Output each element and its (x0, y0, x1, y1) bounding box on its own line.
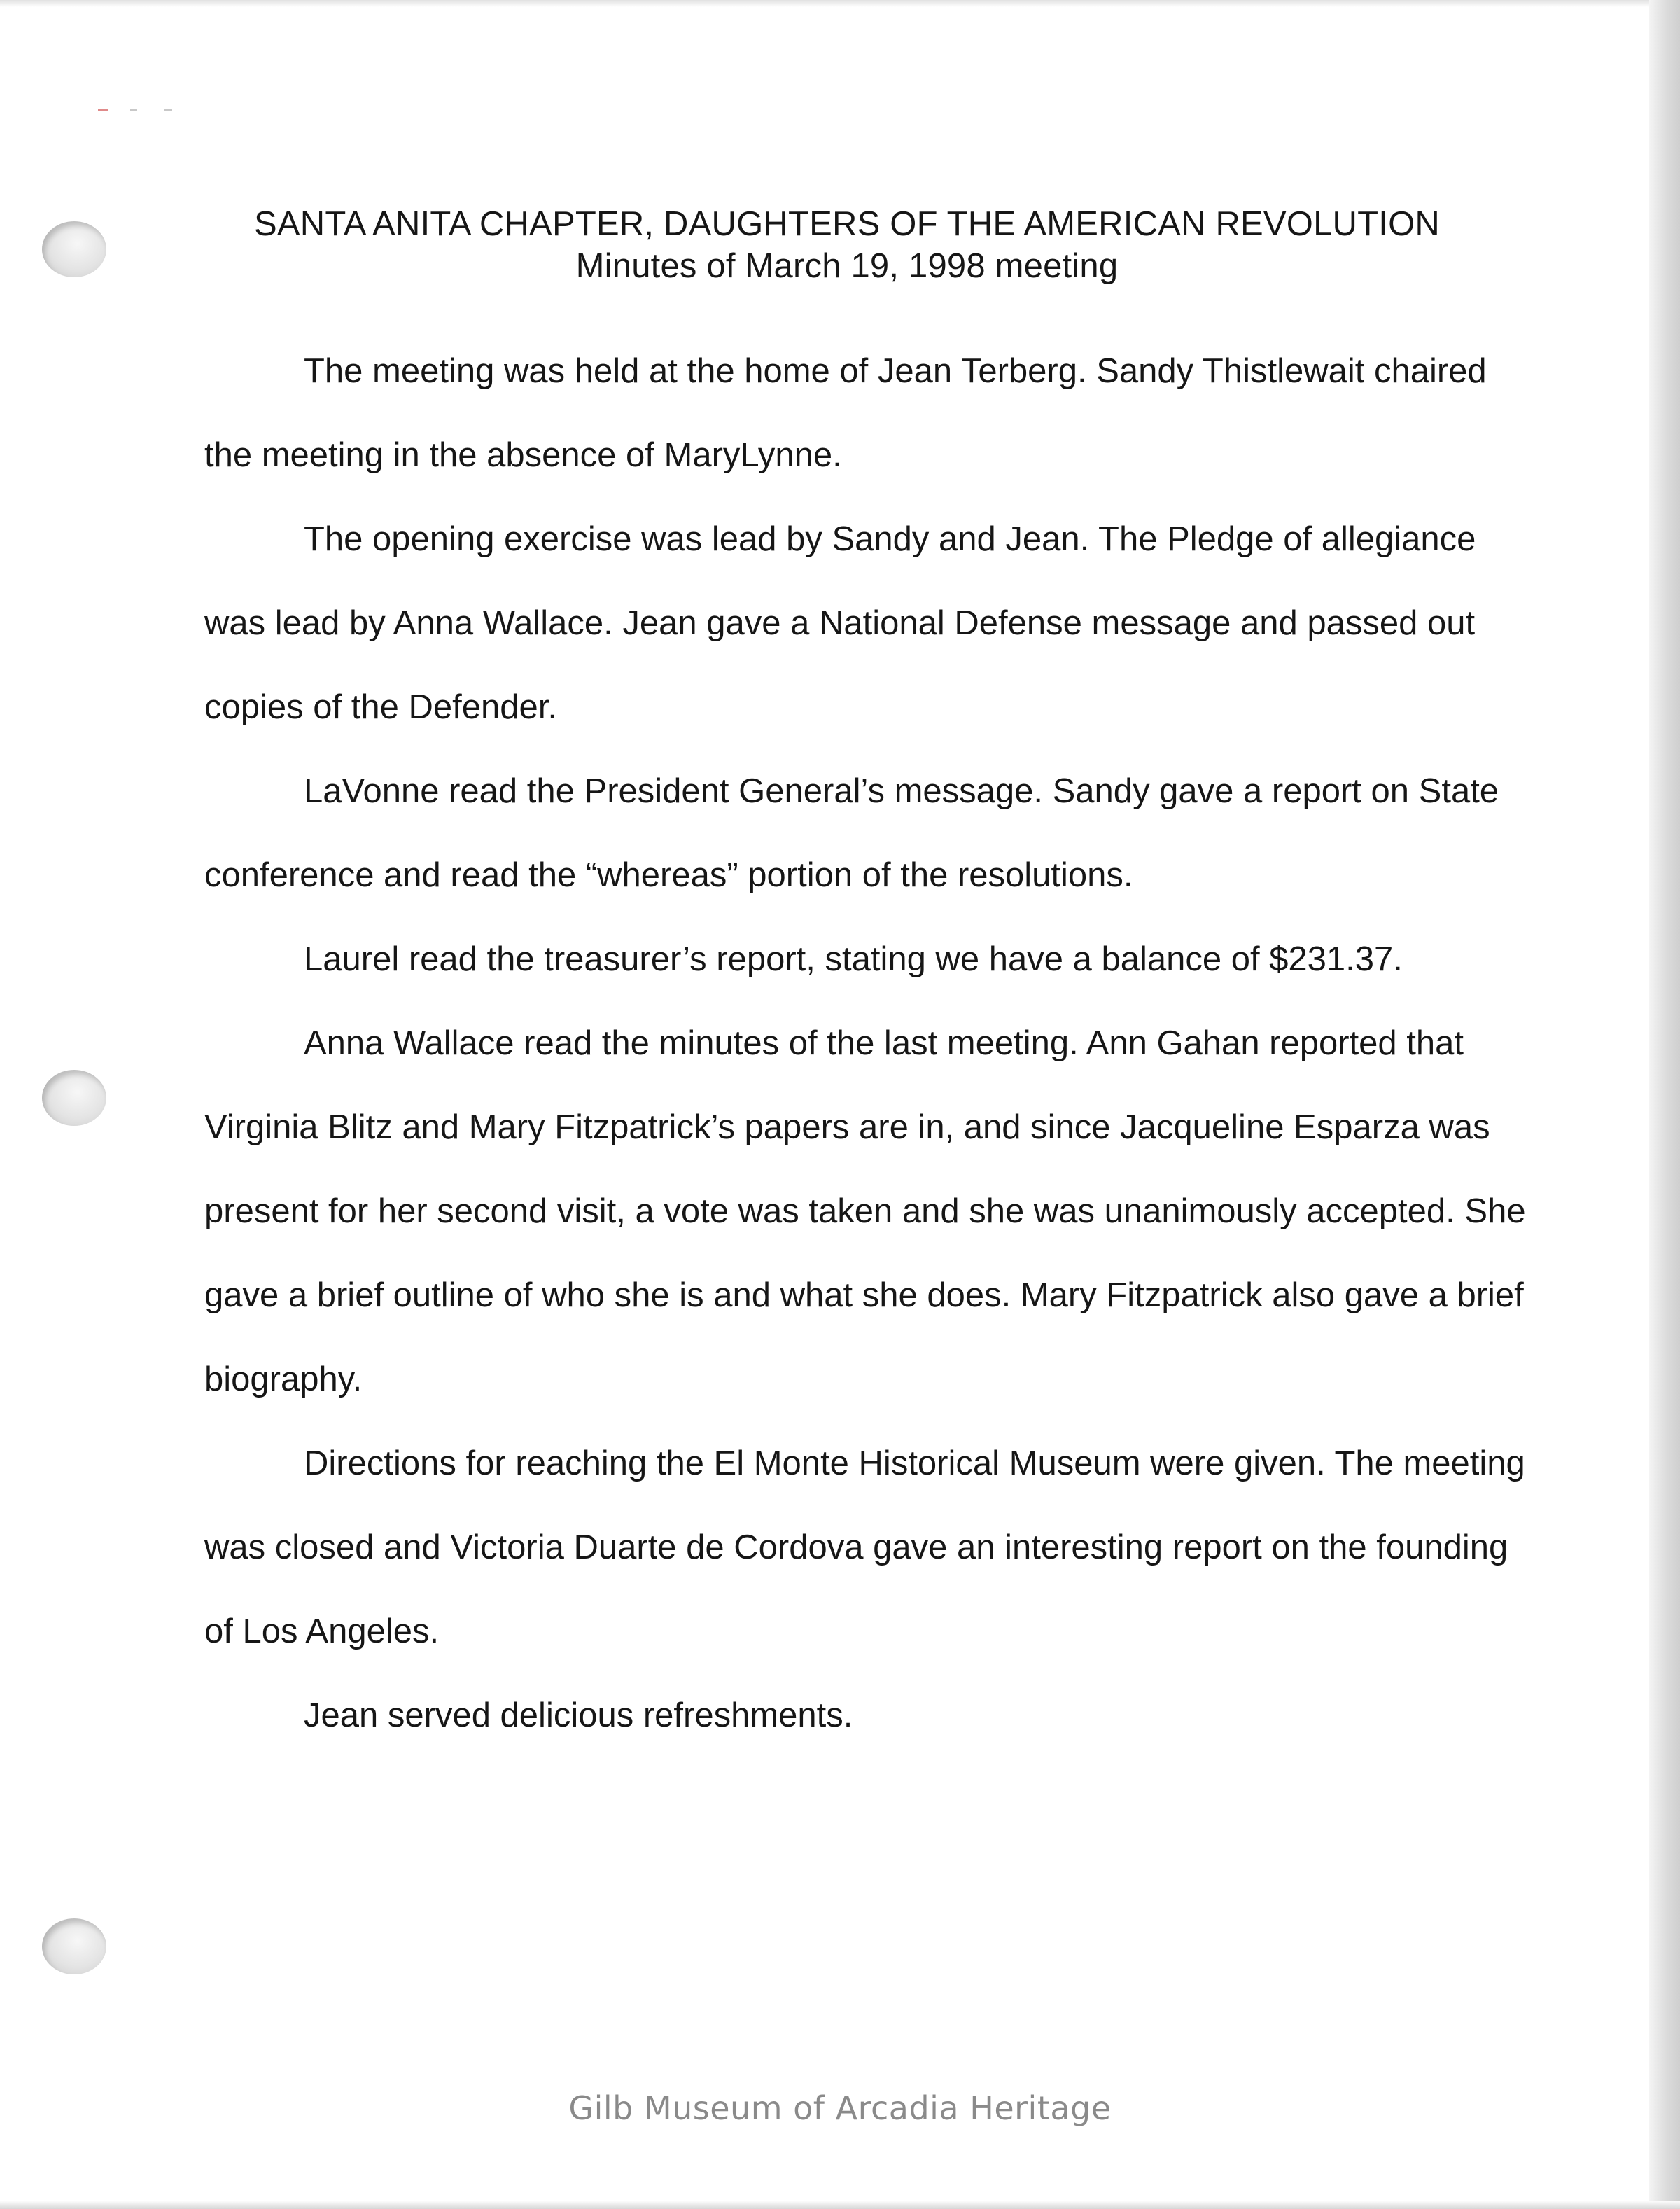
paragraph-president-message: LaVonne read the President General’s message. Sandy gave a report on State conference and read the “whereas” portion of the resolutions. (204, 772, 1499, 894)
paragraph-meeting-location: The meeting was held at the home of Jean Terberg. Sandy Thistlewait chaired the meeting in the absence of MaryLynne. (204, 352, 1487, 474)
paragraph-directions-closing: Directions for reaching the El Monte Historical Museum were given. The meeting was closed and Victoria Duarte de Cordova gave an interesting report on the founding of Los Angeles. (204, 1444, 1525, 1650)
punch-hole-top (42, 221, 106, 277)
document-title: SANTA ANITA CHAPTER, DAUGHTERS OF THE AMERICAN REVOLUTION (253, 205, 1440, 243)
paragraph-treasurer-report: Laurel read the treasurer’s report, stating we have a balance of $231.37. (304, 940, 1403, 978)
paragraph-minutes-membership: Anna Wallace read the minutes of the last meeting. Ann Gahan reported that Virginia Blitz and Mary Fitzpatrick’s papers are in, and since Jacqueline Esparza was present for her second visit, a vote was taken and she was unanimously accepted. She gave a brief outline of who she is and what she does. Mary Fitzpatrick also gave a brief biography. (204, 1024, 1526, 1398)
punch-hole-middle (42, 1070, 106, 1126)
document-subtitle: Minutes of March 19, 1998 meeting (575, 247, 1119, 285)
scan-edge-top (0, 0, 1680, 7)
document-header (210, 203, 1484, 287)
scan-speck (98, 109, 108, 111)
punch-hole-bottom (42, 1918, 106, 1974)
minutes-body (204, 329, 1534, 1757)
scan-edge-bottom (0, 2201, 1680, 2209)
museum-watermark: Gilb Museum of Arcadia Heritage (568, 2089, 1112, 2127)
scan-edge-right (1649, 0, 1680, 2209)
paragraph-refreshments: Jean served delicious refreshments. (304, 1696, 853, 1734)
scan-speck (164, 109, 172, 111)
scan-speck (130, 109, 137, 111)
paragraph-opening-exercise: The opening exercise was lead by Sandy and Jean. The Pledge of allegiance was lead by Anna Wallace. Jean gave a National Defense message and passed out copies of the Defender. (204, 520, 1476, 726)
